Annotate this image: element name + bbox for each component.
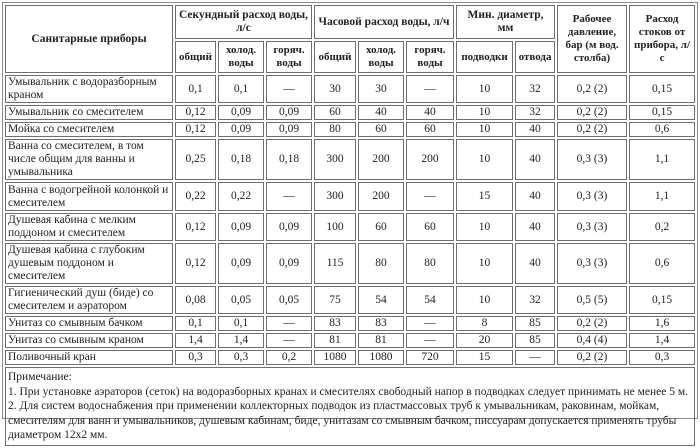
cell-hour-hot: — — [406, 333, 454, 348]
cell-hour-total: 80 — [314, 122, 356, 137]
cell-device-name: Умывальник с водоразборным краном — [5, 75, 173, 103]
sanitary-fixtures-table — [3, 3, 697, 448]
header-min-diameter: Мин. диаметр, мм — [456, 5, 555, 39]
subheader-supply: подводки — [456, 41, 513, 73]
cell-sec-total: 0,08 — [175, 286, 216, 314]
header-second-flow: Секундный расход воды, л/с — [175, 5, 312, 39]
cell-pressure: 0,2 (2) — [557, 75, 627, 103]
cell-hour-cold: 60 — [358, 122, 404, 137]
cell-sec-hot: 0,09 — [266, 243, 312, 284]
cell-pressure: 0,5 (5) — [557, 286, 627, 314]
subheader-sec-hot: горяч. воды — [266, 41, 312, 73]
table-row — [5, 316, 695, 331]
cell-hour-total: 81 — [314, 333, 356, 348]
cell-hour-total: 300 — [314, 182, 356, 211]
table-row — [5, 182, 695, 211]
cell-hour-cold: 1080 — [358, 350, 404, 365]
cell-sec-cold: 0,09 — [218, 243, 264, 284]
cell-diam-supply: 10 — [456, 75, 513, 103]
cell-drain-flow: 1,1 — [629, 139, 695, 180]
cell-sec-hot: — — [266, 316, 312, 331]
cell-diam-supply: 20 — [456, 333, 513, 348]
cell-hour-cold: 80 — [358, 243, 404, 284]
cell-diam-outlet: — — [515, 350, 555, 365]
cell-device-name: Унитаз со смывным краном — [5, 333, 173, 348]
cell-drain-flow: 1,4 — [629, 333, 695, 348]
cell-hour-cold: 200 — [358, 182, 404, 211]
subheader-hour-cold: холод. воды — [358, 41, 404, 73]
cell-device-name: Ванна с водогрейной колонкой и смесителем — [5, 182, 173, 211]
cell-sec-hot: — — [266, 75, 312, 103]
cell-drain-flow: 0,15 — [629, 75, 695, 103]
cell-hour-hot: 720 — [406, 350, 454, 365]
cell-drain-flow: 1,6 — [629, 316, 695, 331]
cell-sec-hot: — — [266, 182, 312, 211]
cell-device-name: Поливочный кран — [5, 350, 173, 365]
cell-sec-total: 0,22 — [175, 182, 216, 211]
cell-sec-total: 0,12 — [175, 243, 216, 284]
cell-diam-supply: 10 — [456, 105, 513, 120]
cell-hour-cold: 200 — [358, 139, 404, 180]
cell-drain-flow: 1,1 — [629, 182, 695, 211]
cell-sec-cold: 1,4 — [218, 333, 264, 348]
cell-device-name: Душевая кабина с глубоким душевым поддоном и смесителем — [5, 243, 173, 284]
cell-sec-hot: 0,2 — [266, 350, 312, 365]
cell-drain-flow: 0,3 — [629, 350, 695, 365]
cell-diam-outlet: 40 — [515, 243, 555, 284]
cell-sec-hot: 0,18 — [266, 139, 312, 180]
cell-drain-flow: 0,6 — [629, 243, 695, 284]
table-row — [5, 105, 695, 120]
cell-hour-cold: 83 — [358, 316, 404, 331]
cell-diam-supply: 15 — [456, 182, 513, 211]
cell-drain-flow: 0,15 — [629, 286, 695, 314]
table-row — [5, 139, 695, 180]
cell-device-name: Ванна со смесителем, в том числе общим для ванны и умывальника — [5, 139, 173, 180]
cell-drain-flow: 0,15 — [629, 105, 695, 120]
cell-hour-cold: 81 — [358, 333, 404, 348]
cell-device-name: Мойка со смесителем — [5, 122, 173, 137]
cell-sec-total: 0,1 — [175, 75, 216, 103]
cell-diam-outlet: 32 — [515, 105, 555, 120]
cell-diam-outlet: 85 — [515, 333, 555, 348]
cell-sec-cold: 0,22 — [218, 182, 264, 211]
cell-diam-supply: 10 — [456, 122, 513, 137]
cell-hour-hot: 54 — [406, 286, 454, 314]
subheader-hour-total: общий — [314, 41, 356, 73]
cell-hour-cold: 40 — [358, 105, 404, 120]
cell-diam-outlet: 85 — [515, 316, 555, 331]
table-row — [5, 213, 695, 241]
table-row — [5, 333, 695, 348]
cell-hour-total: 300 — [314, 139, 356, 180]
cell-hour-hot: 200 — [406, 139, 454, 180]
header-drain-flow: Расход стоков от прибора, л/с — [629, 5, 695, 73]
note-line-2: 2. Для систем водоснабжения при применении коллекторных подводок из пластмассовых труб к умывальникам, раковинам, мойкам, смесителям для ванн и умывальников, душевым кабинам, биде, унитазам со смывным бачком, писсуарам допускается применять трубы диаметром 12x2 мм. — [8, 400, 677, 441]
cell-sec-total: 0,12 — [175, 213, 216, 241]
table-container — [2, 2, 698, 441]
cell-sec-cold: 0,3 — [218, 350, 264, 365]
table-row — [5, 350, 695, 365]
subheader-sec-cold: холод. воды — [218, 41, 264, 73]
cell-sec-cold: 0,1 — [218, 75, 264, 103]
table-row — [5, 75, 695, 103]
cell-hour-hot: — — [406, 316, 454, 331]
note-title: Примечание: — [8, 371, 72, 383]
cell-pressure: 0,2 (2) — [557, 316, 627, 331]
cell-hour-hot: — — [406, 182, 454, 211]
cell-diam-outlet: 40 — [515, 182, 555, 211]
cell-sec-total: 0,12 — [175, 122, 216, 137]
cell-hour-cold: 60 — [358, 213, 404, 241]
cell-pressure: 0,3 (3) — [557, 182, 627, 211]
cell-sec-total: 0,25 — [175, 139, 216, 180]
cell-device-name: Унитаз со смывным бачком — [5, 316, 173, 331]
cell-diam-outlet: 40 — [515, 139, 555, 180]
cell-pressure: 0,2 (2) — [557, 122, 627, 137]
cell-sec-hot: 0,09 — [266, 213, 312, 241]
table-row — [5, 243, 695, 284]
cell-sec-hot: 0,05 — [266, 286, 312, 314]
cell-hour-cold: 54 — [358, 286, 404, 314]
cell-sec-hot: — — [266, 333, 312, 348]
cell-hour-cold: 30 — [358, 75, 404, 103]
header-hour-flow: Часовой расход воды, л/ч — [314, 5, 454, 39]
cell-hour-total: 1080 — [314, 350, 356, 365]
cell-pressure: 0,3 (3) — [557, 243, 627, 284]
cell-device-name: Душевая кабина с мелким поддоном и смесителем — [5, 213, 173, 241]
cell-sec-cold: 0,18 — [218, 139, 264, 180]
note-cell — [5, 367, 695, 446]
cell-sec-cold: 0,09 — [218, 213, 264, 241]
cell-sec-cold: 0,09 — [218, 105, 264, 120]
cell-hour-total: 30 — [314, 75, 356, 103]
cell-sec-cold: 0,1 — [218, 316, 264, 331]
cell-hour-hot: 80 — [406, 243, 454, 284]
cell-drain-flow: 0,2 — [629, 213, 695, 241]
note-line-1: 1. При установке аэраторов (сеток) на водоразборных кранах и смесителях свободный напор в подводках следует принимать не менее 5 м. — [8, 385, 689, 398]
cell-diam-supply: 10 — [456, 213, 513, 241]
table-row — [5, 122, 695, 137]
cell-sec-total: 0,3 — [175, 350, 216, 365]
cell-sec-hot: 0,09 — [266, 122, 312, 137]
cell-hour-total: 83 — [314, 316, 356, 331]
cell-diam-supply: 8 — [456, 316, 513, 331]
cell-sec-total: 0,12 — [175, 105, 216, 120]
cell-device-name: Гигиенический душ (биде) со смесителем и аэратором — [5, 286, 173, 314]
cell-hour-total: 100 — [314, 213, 356, 241]
cell-diam-supply: 10 — [456, 139, 513, 180]
cell-diam-outlet: 40 — [515, 122, 555, 137]
subheader-outlet: отвода — [515, 41, 555, 73]
cell-sec-total: 0,1 — [175, 316, 216, 331]
cell-diam-supply: 15 — [456, 350, 513, 365]
cell-hour-hot: 60 — [406, 213, 454, 241]
cell-pressure: 0,3 (3) — [557, 213, 627, 241]
cell-diam-outlet: 40 — [515, 213, 555, 241]
cell-diam-supply: 10 — [456, 286, 513, 314]
header-device: Санитарные приборы — [5, 5, 173, 73]
cell-pressure: 0,2 (2) — [557, 105, 627, 120]
cell-pressure: 0,2 (2) — [557, 350, 627, 365]
cell-diam-supply: 10 — [456, 243, 513, 284]
cell-hour-hot: — — [406, 75, 454, 103]
cell-drain-flow: 0,6 — [629, 122, 695, 137]
header-pressure: Рабочее давление, бар (м вод. столба) — [557, 5, 627, 73]
cell-hour-total: 60 — [314, 105, 356, 120]
cell-diam-outlet: 32 — [515, 75, 555, 103]
cell-sec-cold: 0,09 — [218, 122, 264, 137]
cell-hour-hot: 40 — [406, 105, 454, 120]
subheader-sec-total: общий — [175, 41, 216, 73]
cell-hour-total: 115 — [314, 243, 356, 284]
cell-diam-outlet: 32 — [515, 286, 555, 314]
table-row — [5, 286, 695, 314]
cell-device-name: Умывальник со смесителем — [5, 105, 173, 120]
cell-sec-cold: 0,05 — [218, 286, 264, 314]
cell-pressure: 0,4 (4) — [557, 333, 627, 348]
cell-hour-hot: 60 — [406, 122, 454, 137]
subheader-hour-hot: горяч. воды — [406, 41, 454, 73]
cell-sec-hot: 0,09 — [266, 105, 312, 120]
cell-hour-total: 75 — [314, 286, 356, 314]
cell-sec-total: 1,4 — [175, 333, 216, 348]
cell-pressure: 0,3 (3) — [557, 139, 627, 180]
